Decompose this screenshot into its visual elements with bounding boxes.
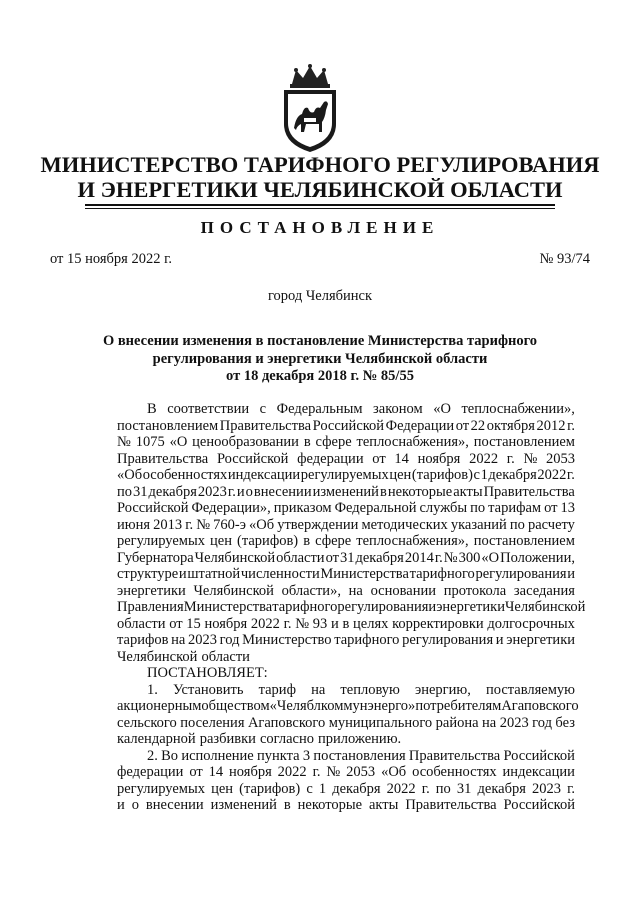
body-line: и о внесении изменений в некоторые акты Правительства Российской xyxy=(117,797,575,813)
document-date: от 15 ноября 2022 г. xyxy=(50,251,173,267)
body-line: Российской Федерации», приказом Федеральной службы по тарифам от 13 xyxy=(117,500,575,516)
body-line: постановлением Правительства Российской Федерации от 22 октября 2012 г. xyxy=(117,417,575,434)
body-line: Правления Министерства тарифного регулирования и энергетики Челябинской xyxy=(117,599,586,615)
body-line: календарной разбивки согласно приложению. xyxy=(117,731,402,747)
header-rule-thick xyxy=(85,204,555,206)
body-line: тарифов на 2023 год Министерство тарифного регулирования и энергетики xyxy=(117,632,575,648)
body-line: структуре и штатной численности Министерства тарифного регулирования и xyxy=(117,566,575,582)
body-line: акционерным обществом «Челяблкоммунэнерго» потребителям Агаповского xyxy=(117,698,579,714)
body-line: № 1075 «О ценообразовании в сфере теплоснабжения», постановлением xyxy=(117,434,575,450)
body-line: В соответствии с Федеральным законом «О теплоснабжении», xyxy=(147,401,575,417)
body-line: 1. Установить тариф на тепловую энергию, поставляемую xyxy=(147,681,575,698)
body-line: по 31 декабря 2023 г. и о внесении изменений в некоторые акты Правительства xyxy=(117,483,575,500)
ministry-title-line2: И ЭНЕРГЕТИКИ ЧЕЛЯБИНСКОЙ ОБЛАСТИ xyxy=(77,177,563,202)
body-line: федерации от 14 ноября 2022 г. № 2053 «Об особенностях индексации xyxy=(117,764,575,780)
ministry-title-line1: МИНИСТЕРСТВО ТАРИФНОГО РЕГУЛИРОВАНИЯ xyxy=(40,152,600,177)
body-line: Челябинской области xyxy=(117,648,250,665)
body-line: ПОСТАНОВЛЯЕТ: xyxy=(147,665,268,681)
document-subject xyxy=(80,333,560,386)
document-body xyxy=(117,401,586,814)
subject-line: от 18 декабря 2018 г. № 85/55 xyxy=(226,368,414,384)
document-number: № 93/74 xyxy=(539,251,590,267)
subject-line: регулирования и энергетики Челябинской области xyxy=(152,350,488,367)
coat-of-arms-icon xyxy=(270,62,350,154)
body-line: регулируемых цен (тарифов) в сфере теплоснабжения», постановлением xyxy=(117,533,575,549)
body-line: Губернатора Челябинской области от 31 декабря 2014 г. № 300 «О Положении, xyxy=(117,549,575,566)
body-line: июня 2013 г. № 760-э «Об утверждении методических указаний по расчету xyxy=(117,516,575,533)
subject-line: О внесении изменения в постановление Министерства тарифного xyxy=(102,333,538,349)
body-line: энергетики Челябинской области», на основании протокола заседания xyxy=(117,582,575,599)
body-line: Правительства Российской федерации от 14 ноября 2022 г. № 2053 xyxy=(117,450,575,467)
body-line: регулируемых цен (тарифов) с 1 декабря 2022 г. по 31 декабря 2023 г. xyxy=(117,780,575,797)
body-line: 2. Во исполнение пункта 3 постановления Правительства Российской xyxy=(147,747,575,764)
body-line: «Об особенностях индексации регулируемых цен (тарифов) с 1 декабря 2022 г. xyxy=(117,467,575,483)
header-rule-thin xyxy=(85,208,555,209)
document-type: ПОСТАНОВЛЕНИЕ xyxy=(200,218,440,237)
body-line: сельского поселения Агаповского муниципального района на 2023 год без xyxy=(117,714,575,731)
document-city: город Челябинск xyxy=(267,288,373,304)
ministry-title xyxy=(40,152,600,202)
body-line: области от 15 ноября 2022 г. № 93 и в целях корректировки долгосрочных xyxy=(117,615,575,632)
